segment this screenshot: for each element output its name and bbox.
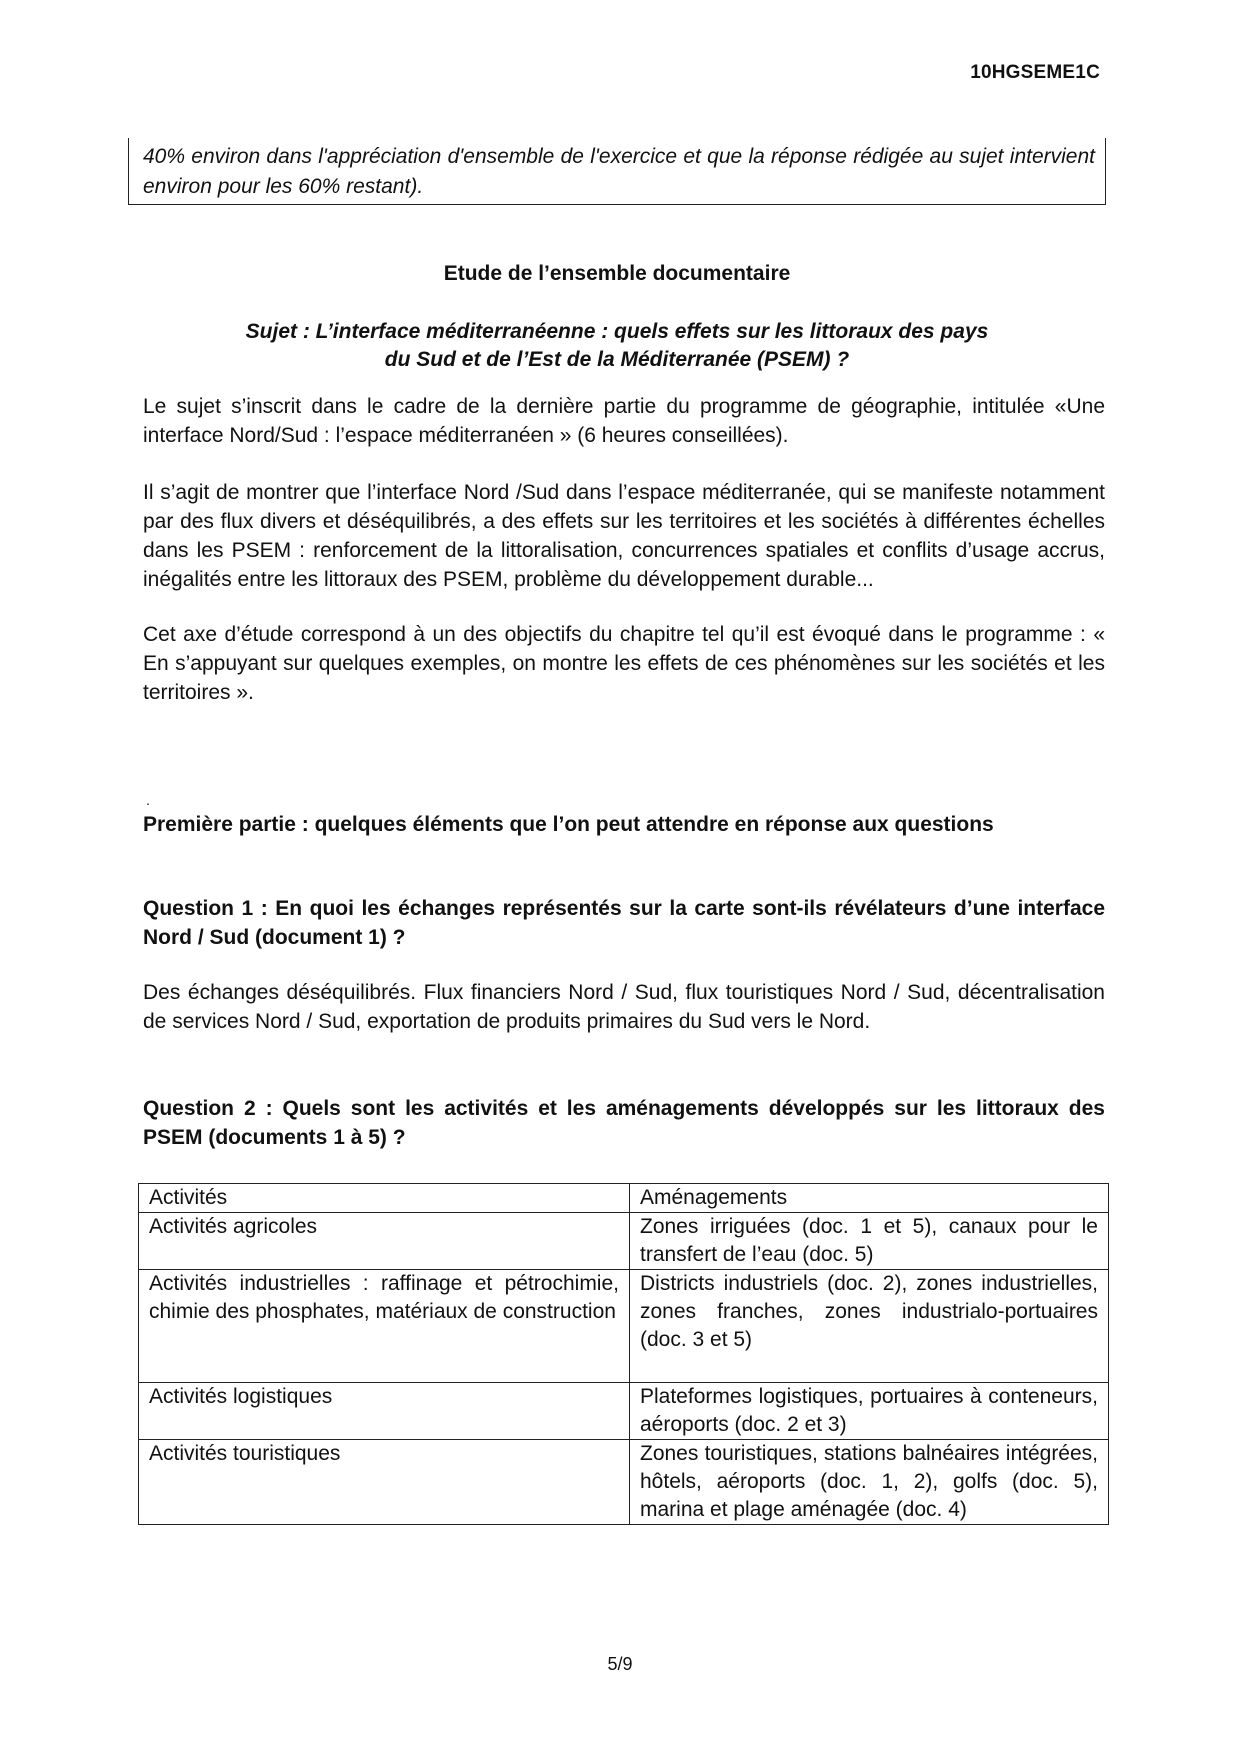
header-amenagements: Aménagements (630, 1184, 1109, 1213)
activities-table (138, 1183, 1109, 1525)
table-header-row (139, 1184, 1109, 1213)
cell-amenagement: Zones touristiques, stations balnéaires intégrées, hôtels, aéroports (doc. 1, 2), golfs (doc. 5), marina et plage aménagée (doc. 4) (630, 1440, 1109, 1525)
sujet-line-2: du Sud et de l’Est de la Méditerranée (PSEM) ? (384, 348, 850, 371)
sujet-heading (128, 318, 1106, 374)
cell-activity: Activités industrielles : raffinage et pétrochimie, chimie des phosphates, matériaux de construction (139, 1270, 630, 1383)
header-activites: Activités (139, 1184, 630, 1213)
page-number: 5/9 (607, 1654, 633, 1674)
question-1-answer: Des échanges déséquilibrés. Flux financiers Nord / Sud, flux touristiques Nord / Sud, décentralisation de services Nord / Sud, exportation de produits primaires du Sud vers le Nord. (143, 981, 1105, 1033)
question-1-title: Question 1 : En quoi les échanges représentés sur la carte sont-ils révélateurs d’une interface Nord / Sud (document 1) ? (143, 897, 1105, 949)
cell-amenagement: Districts industriels (doc. 2), zones industrielles, zones franches, zones industrialo-portuaires (doc. 3 et 5) (630, 1270, 1109, 1383)
paragraph-programme: Cet axe d’étude correspond à un des objectifs du chapitre tel qu’il est évoqué dans le programme : « En s’appuyant sur quelques exemples, on montre les effets de ces phénomènes sur les sociétés et les territoires ». (143, 623, 1105, 704)
table-row (139, 1440, 1109, 1525)
cell-activity: Activités logistiques (139, 1383, 630, 1440)
cell-amenagement: Zones irriguées (doc. 1 et 5), canaux pour le transfert de l’eau (doc. 5) (630, 1213, 1109, 1270)
section-title: Etude de l’ensemble documentaire (443, 262, 791, 285)
table-row (139, 1270, 1109, 1383)
document-code: 10HGSEME1C (970, 62, 1100, 83)
question-2-title: Question 2 : Quels sont les activités et les aménagements développés sur les littoraux des PSEM (documents 1 à 5) ? (143, 1097, 1105, 1149)
cell-activity: Activités touristiques (139, 1440, 630, 1525)
table-row (139, 1213, 1109, 1270)
part-title: Première partie : quelques éléments que l’on peut attendre en réponse aux questions (143, 813, 994, 836)
boxed-note: 40% environ dans l'appréciation d'ensemble de l'exercice et que la réponse rédigée au sujet intervient environ pour les 60% restant). (128, 138, 1106, 205)
table-row (139, 1383, 1109, 1440)
cell-activity: Activités agricoles (139, 1213, 630, 1270)
cell-amenagement: Plateformes logistiques, portuaires à conteneurs, aéroports (doc. 2 et 3) (630, 1383, 1109, 1440)
paragraph-objective: Il s’agit de montrer que l’interface Nord /Sud dans l’espace méditerranée, qui se manifeste notamment par des flux divers et déséquilibrés, a des effets sur les territoires et les sociétés à différentes échelles dans les PSEM : renforcement de la littoralisation, concurrences spatiales et conflits d’usage accrus, inégalités entre les littoraux des PSEM, problème du développement durable... (143, 481, 1105, 591)
paragraph-context: Le sujet s’inscrit dans le cadre de la dernière partie du programme de géographie, intitulée «Une interface Nord/Sud : l’espace méditerranéen » (6 heures conseillées). (143, 395, 1105, 447)
stray-mark: . (146, 792, 150, 808)
sujet-line-1: Sujet : L’interface méditerranéenne : quels effets sur les littoraux des pays (245, 320, 989, 343)
